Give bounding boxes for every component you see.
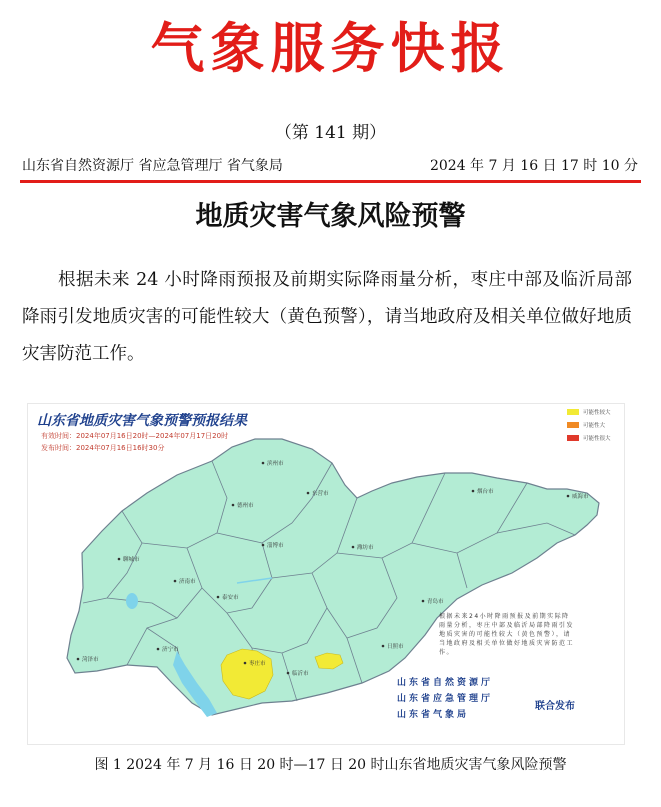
city-label: 烟台市 xyxy=(477,489,494,495)
map-note-line: 作。 xyxy=(439,649,455,656)
city-label: 青岛市 xyxy=(427,599,444,605)
legend-swatch-red xyxy=(567,435,579,441)
city-marker xyxy=(472,490,475,493)
map-title: 山东省地质灾害气象预警预报结果 xyxy=(37,413,247,429)
map-valid-time: 有效时间：2024年07月16日20时—2024年07月17日20时 xyxy=(41,432,229,440)
body-paragraph: 根据未来 24 小时降雨预报及前期实际降雨量分析，枣庄中部及临沂局部降雨引发地质灾害的可能性较大（黄色预警），请当地政府及相关单位做好地质灾害防范工作。 xyxy=(22,270,632,364)
dongping-lake xyxy=(126,593,138,609)
city-label: 德州市 xyxy=(237,503,254,509)
map-note-line: 地质灾害的可能性较大（黄色预警），请 xyxy=(439,631,572,638)
map-note-line: 雨量分析，枣庄中部及临沂局部降雨引发 xyxy=(439,622,575,629)
map-issued-time: 发布时间：2024年07月16日16时30分 xyxy=(41,444,165,452)
map-agency: 山东省应急管理厅 xyxy=(397,694,494,704)
city-marker xyxy=(77,658,80,661)
legend-label: 可能性很大 xyxy=(583,436,611,442)
city-label: 聊城市 xyxy=(123,557,140,563)
city-label: 日照市 xyxy=(387,644,404,650)
city-label: 滨州市 xyxy=(267,461,284,467)
issue-meta xyxy=(22,155,638,175)
city-label: 济南市 xyxy=(179,579,196,585)
city-marker xyxy=(287,672,290,675)
city-marker xyxy=(262,544,265,547)
legend-swatch-yellow xyxy=(567,409,579,415)
city-label: 泰安市 xyxy=(222,595,239,601)
city-marker xyxy=(422,600,425,603)
city-label: 淄博市 xyxy=(267,543,284,549)
city-label: 东营市 xyxy=(312,491,329,497)
map-note-line: 当地政府及相关单位做好地质灾害防范工 xyxy=(439,640,575,647)
joint-release-label: 联合发布 xyxy=(535,701,575,712)
legend-swatch-orange xyxy=(567,422,579,428)
city-label: 临沂市 xyxy=(292,671,309,677)
city-marker xyxy=(307,492,310,495)
city-label: 威海市 xyxy=(572,494,589,500)
warning-map-figure xyxy=(27,403,625,745)
map-agency: 山东省自然资源厅 xyxy=(397,678,494,688)
city-label: 济宁市 xyxy=(162,647,179,653)
map-note-line: 根据未来24小时降雨预报及前期实际降 xyxy=(439,613,570,620)
city-marker xyxy=(118,558,121,561)
city-label: 潍坊市 xyxy=(357,545,374,551)
issue-number: （第 141 期） xyxy=(274,123,387,143)
city-marker xyxy=(352,546,355,549)
map-legend xyxy=(567,408,611,442)
city-marker xyxy=(382,645,385,648)
city-label: 枣庄市 xyxy=(249,661,266,667)
city-marker xyxy=(232,504,235,507)
city-marker xyxy=(262,462,265,465)
headline: 地质灾害气象风险预警 xyxy=(195,201,466,232)
city-marker xyxy=(567,495,570,498)
city-marker xyxy=(217,596,220,599)
issuers: 山东省自然资源厅 省应急管理厅 省气象局 xyxy=(22,158,283,174)
red-divider xyxy=(20,180,641,183)
issue-time: 2024 年 7 月 16 日 17 时 10 分 xyxy=(429,158,638,174)
warning-map xyxy=(27,403,625,745)
map-agency: 山东省气象局 xyxy=(397,710,470,720)
city-marker xyxy=(174,580,177,583)
city-marker xyxy=(244,662,247,665)
figure-caption: 图 1 2024 年 7 月 16 日 20 时—17 日 20 时山东省地质灾害气象风险预警 xyxy=(94,757,567,773)
legend-label: 可能性大 xyxy=(583,423,606,429)
city-label: 菏泽市 xyxy=(82,657,99,663)
legend-label: 可能性较大 xyxy=(583,410,611,416)
city-marker xyxy=(157,648,160,651)
masthead-title: 气象服务快报 xyxy=(150,16,511,80)
